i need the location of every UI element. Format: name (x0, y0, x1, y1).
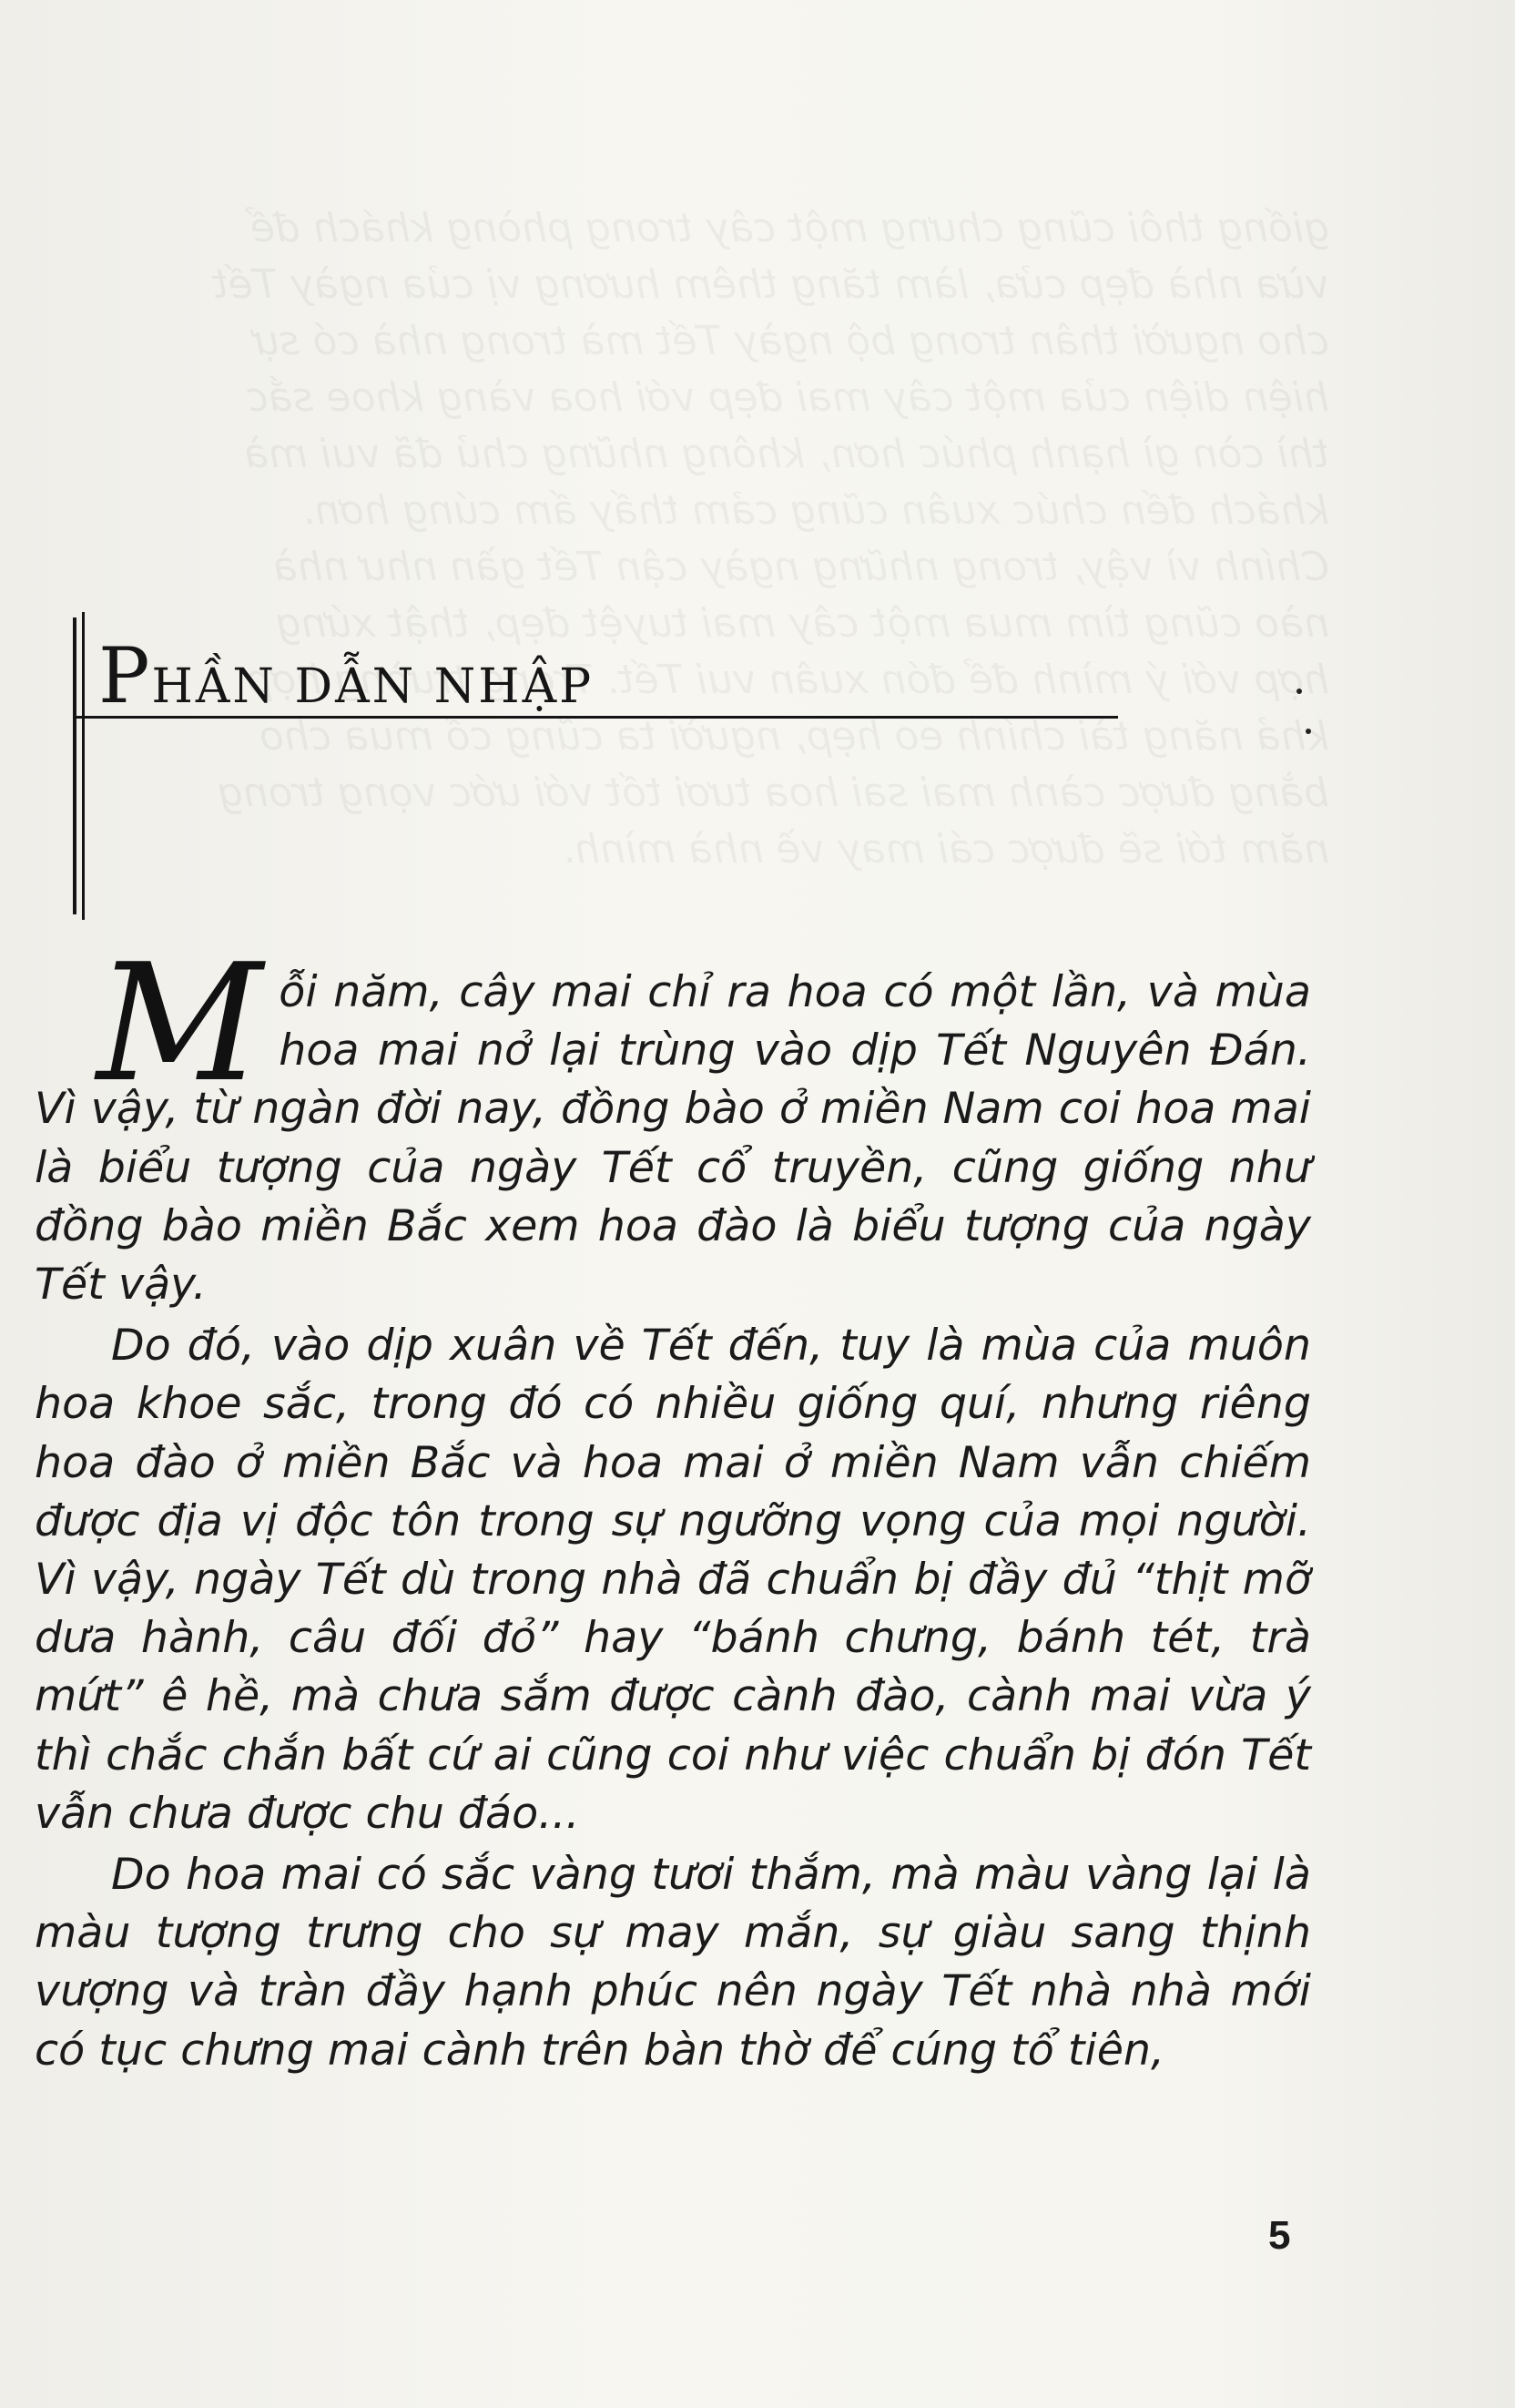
frame-vertical-line-outer (73, 617, 76, 914)
paragraph: Do đó, vào dịp xuân về Tết đến, tuy là mùa của muôn hoa khoe sắc, trong đó có nhiều giống quí, nhưng riêng hoa đào ở miền Bắc và hoa mai ở miền Nam vẫn chiếm được địa vị độc tôn trong sự ngưỡng vọng của mọi người. Vì vậy, ngày Tết dù trong nhà đã chuẩn bị đầy đủ “thịt mỡ dưa hành, câu đối đỏ” hay “bánh chưng, bánh tét, trà mứt” ê hề, mà chưa sắm được cành đào, cành mai vừa ý thì chắc chắn bất cứ ai cũng coi như việc chuẩn bị đón Tết vẫn chưa được chu đáo... (35, 1321, 1311, 1839)
drop-cap: M (97, 929, 263, 1117)
page-number: 5 (1268, 2213, 1291, 2258)
chapter-title (98, 631, 595, 720)
frame-vertical-line-inner (82, 612, 85, 920)
frame-horizontal-rule (73, 716, 1118, 719)
heading-dot-mark (1306, 729, 1311, 734)
heading-dot-mark (1296, 689, 1302, 694)
chapter-title-rest: HẦN DẪN NHẬP (151, 659, 595, 714)
body-text (35, 929, 1311, 2080)
paragraph: Do hoa mai có sắc vàng tươi thắm, mà màu vàng lại là màu tượng trưng cho sự may mắn, sự giàu sang thịnh vượng và tràn đầy hạnh phúc nên ngày Tết nhà nhà mới có tục chưng mai cành trên bàn thờ để cúng tổ tiên, (35, 1850, 1311, 2076)
paragraph-text: ỗi năm, cây mai chỉ ra hoa có một lần, và mùa hoa mai nở lại trùng vào dịp Tết Nguyên Đán. Vì vậy, từ ngàn đời nay, đồng bào ở miền Nam coi hoa mai là biểu tượng của ngày Tết cổ truyền, cũng giống như đồng bào miền Bắc xem hoa đào là biểu tượng của ngày Tết vậy. (35, 967, 1311, 1311)
chapter-title-initial: P (98, 631, 152, 720)
paragraph (35, 929, 1311, 1314)
